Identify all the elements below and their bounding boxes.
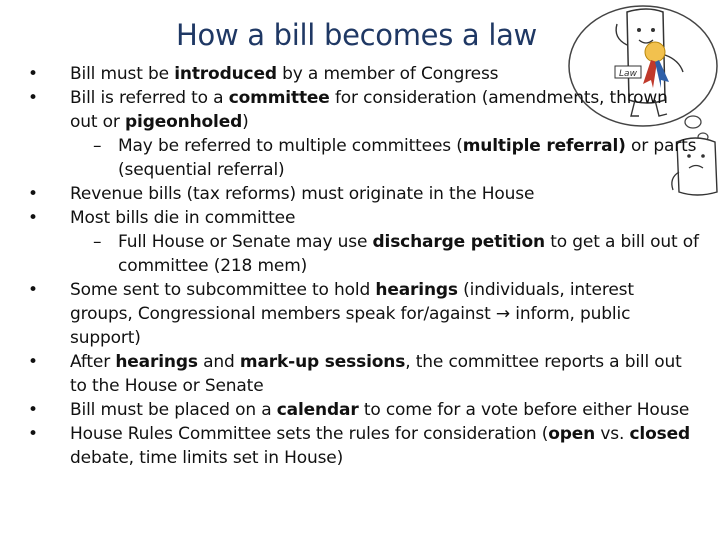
key-term: open — [548, 424, 596, 444]
text: Bill is referred to a — [70, 88, 229, 108]
key-term: hearings — [115, 352, 198, 372]
bullet-marker: • — [28, 424, 38, 444]
key-term: introduced — [174, 64, 277, 84]
text: , the committee reports a bill out to the House or Senate — [70, 352, 682, 396]
list-item — [0, 182, 690, 206]
key-term: committee — [228, 88, 330, 108]
text: Full House or Senate may use — [118, 232, 373, 252]
bullet-list — [0, 62, 720, 470]
arrow-icon: → — [495, 304, 511, 324]
list-item — [0, 398, 690, 422]
list-item — [0, 206, 690, 230]
text: vs. — [595, 424, 630, 444]
key-term: calendar — [276, 400, 359, 420]
list-item — [0, 350, 690, 398]
page-title: How a bill becomes a law — [176, 18, 537, 52]
text: to come for a vote before either House — [358, 400, 690, 420]
text: Some sent to subcommittee to hold — [70, 280, 376, 300]
text: debate, time limits set in House) — [70, 448, 344, 468]
bullet-marker: • — [28, 64, 38, 84]
key-term: closed — [629, 424, 690, 444]
list-item — [0, 62, 690, 86]
key-term: multiple referral) — [462, 136, 626, 156]
key-term: discharge petition — [372, 232, 545, 252]
list-item — [0, 422, 690, 470]
text: inform, public support) — [70, 304, 631, 348]
sub-list-item — [0, 134, 703, 182]
text: Bill must be placed on a — [70, 400, 277, 420]
bullet-marker: • — [28, 88, 38, 108]
bullet-marker: • — [28, 400, 38, 420]
sub-list-item — [0, 230, 703, 278]
bullet-marker: • — [28, 208, 38, 228]
dash-marker: – — [93, 136, 102, 156]
list-item — [0, 86, 690, 134]
text: Most bills die in committee — [70, 208, 296, 228]
key-term: hearings — [375, 280, 458, 300]
text: After — [70, 352, 116, 372]
text: Bill must be — [70, 64, 175, 84]
law-label: Law — [619, 69, 637, 79]
bullet-marker: • — [28, 184, 38, 204]
text: Revenue bills (tax reforms) must originate in the House — [70, 184, 535, 204]
text: for consideration (amendments, thrown out or — [70, 88, 668, 132]
text: ) — [242, 112, 249, 132]
list-item — [0, 278, 690, 350]
dash-marker: – — [93, 232, 102, 252]
bullet-marker: • — [28, 280, 38, 300]
text: House Rules Committee sets the rules for consideration ( — [70, 424, 549, 444]
text: and — [197, 352, 240, 372]
bullet-marker: • — [28, 352, 38, 372]
key-term: mark-up sessions — [239, 352, 406, 372]
text: by a member of Congress — [276, 64, 499, 84]
text: (individuals, interest groups, Congressional members speak for/against — [70, 280, 634, 324]
text: May be referred to multiple committees ( — [118, 136, 463, 156]
text: or parts (sequential referral) — [118, 136, 697, 180]
key-term: pigeonholed — [125, 112, 243, 132]
seal-icon — [645, 42, 665, 62]
text: to get a bill out of committee (218 mem) — [118, 232, 699, 276]
